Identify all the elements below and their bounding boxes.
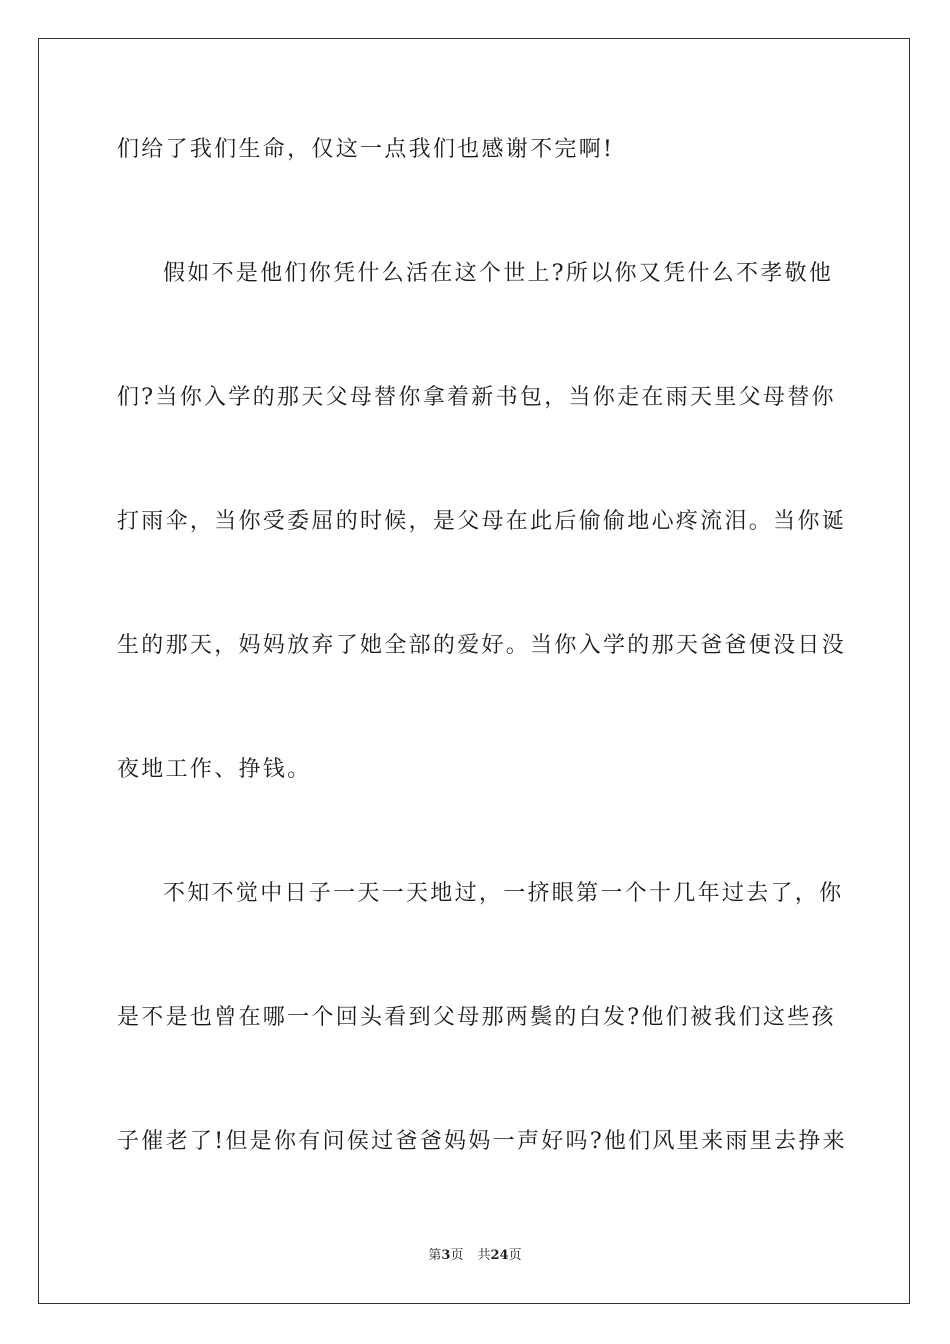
text-line-6: 夜地工作、挣钱。 (117, 757, 312, 782)
footer-page-prefix: 第 (428, 1248, 442, 1263)
text-line-2: 假如不是他们你凭什么活在这个世上?所以你又凭什么不孝敬他 (163, 261, 834, 286)
footer-total-prefix: 共 (477, 1248, 491, 1263)
footer-page-suffix: 页 (450, 1248, 464, 1263)
text-line-1: 们给了我们生命，仅这一点我们也感谢不完啊! (117, 137, 615, 162)
text-line-5: 生的那天，妈妈放弃了她全部的爱好。当你入学的那天爸爸便没日没 (117, 633, 847, 658)
text-line-4: 打雨伞，当你受委屈的时候，是父母在此后偷偷地心疼流泪。当你诞 (117, 509, 847, 534)
page-border (38, 38, 910, 1304)
text-line-8: 是不是也曾在哪一个回头看到父母那两鬓的白发?他们被我们这些孩 (117, 1005, 836, 1030)
text-line-7: 不知不觉中日子一天一天地过，一挤眼第一个十几年过去了，你 (163, 881, 844, 906)
page-footer (0, 1247, 950, 1265)
text-line-9: 子催老了!但是你有问侯过爸爸妈妈一声好吗?他们风里来雨里去挣来 (117, 1129, 847, 1154)
footer-current-page: 3 (441, 1248, 451, 1263)
footer-total-suffix: 页 (508, 1248, 522, 1263)
footer-total-pages: 24 (490, 1248, 509, 1263)
text-line-3: 们?当你入学的那天父母替你拿着新书包，当你走在雨天里父母替你 (117, 385, 836, 410)
